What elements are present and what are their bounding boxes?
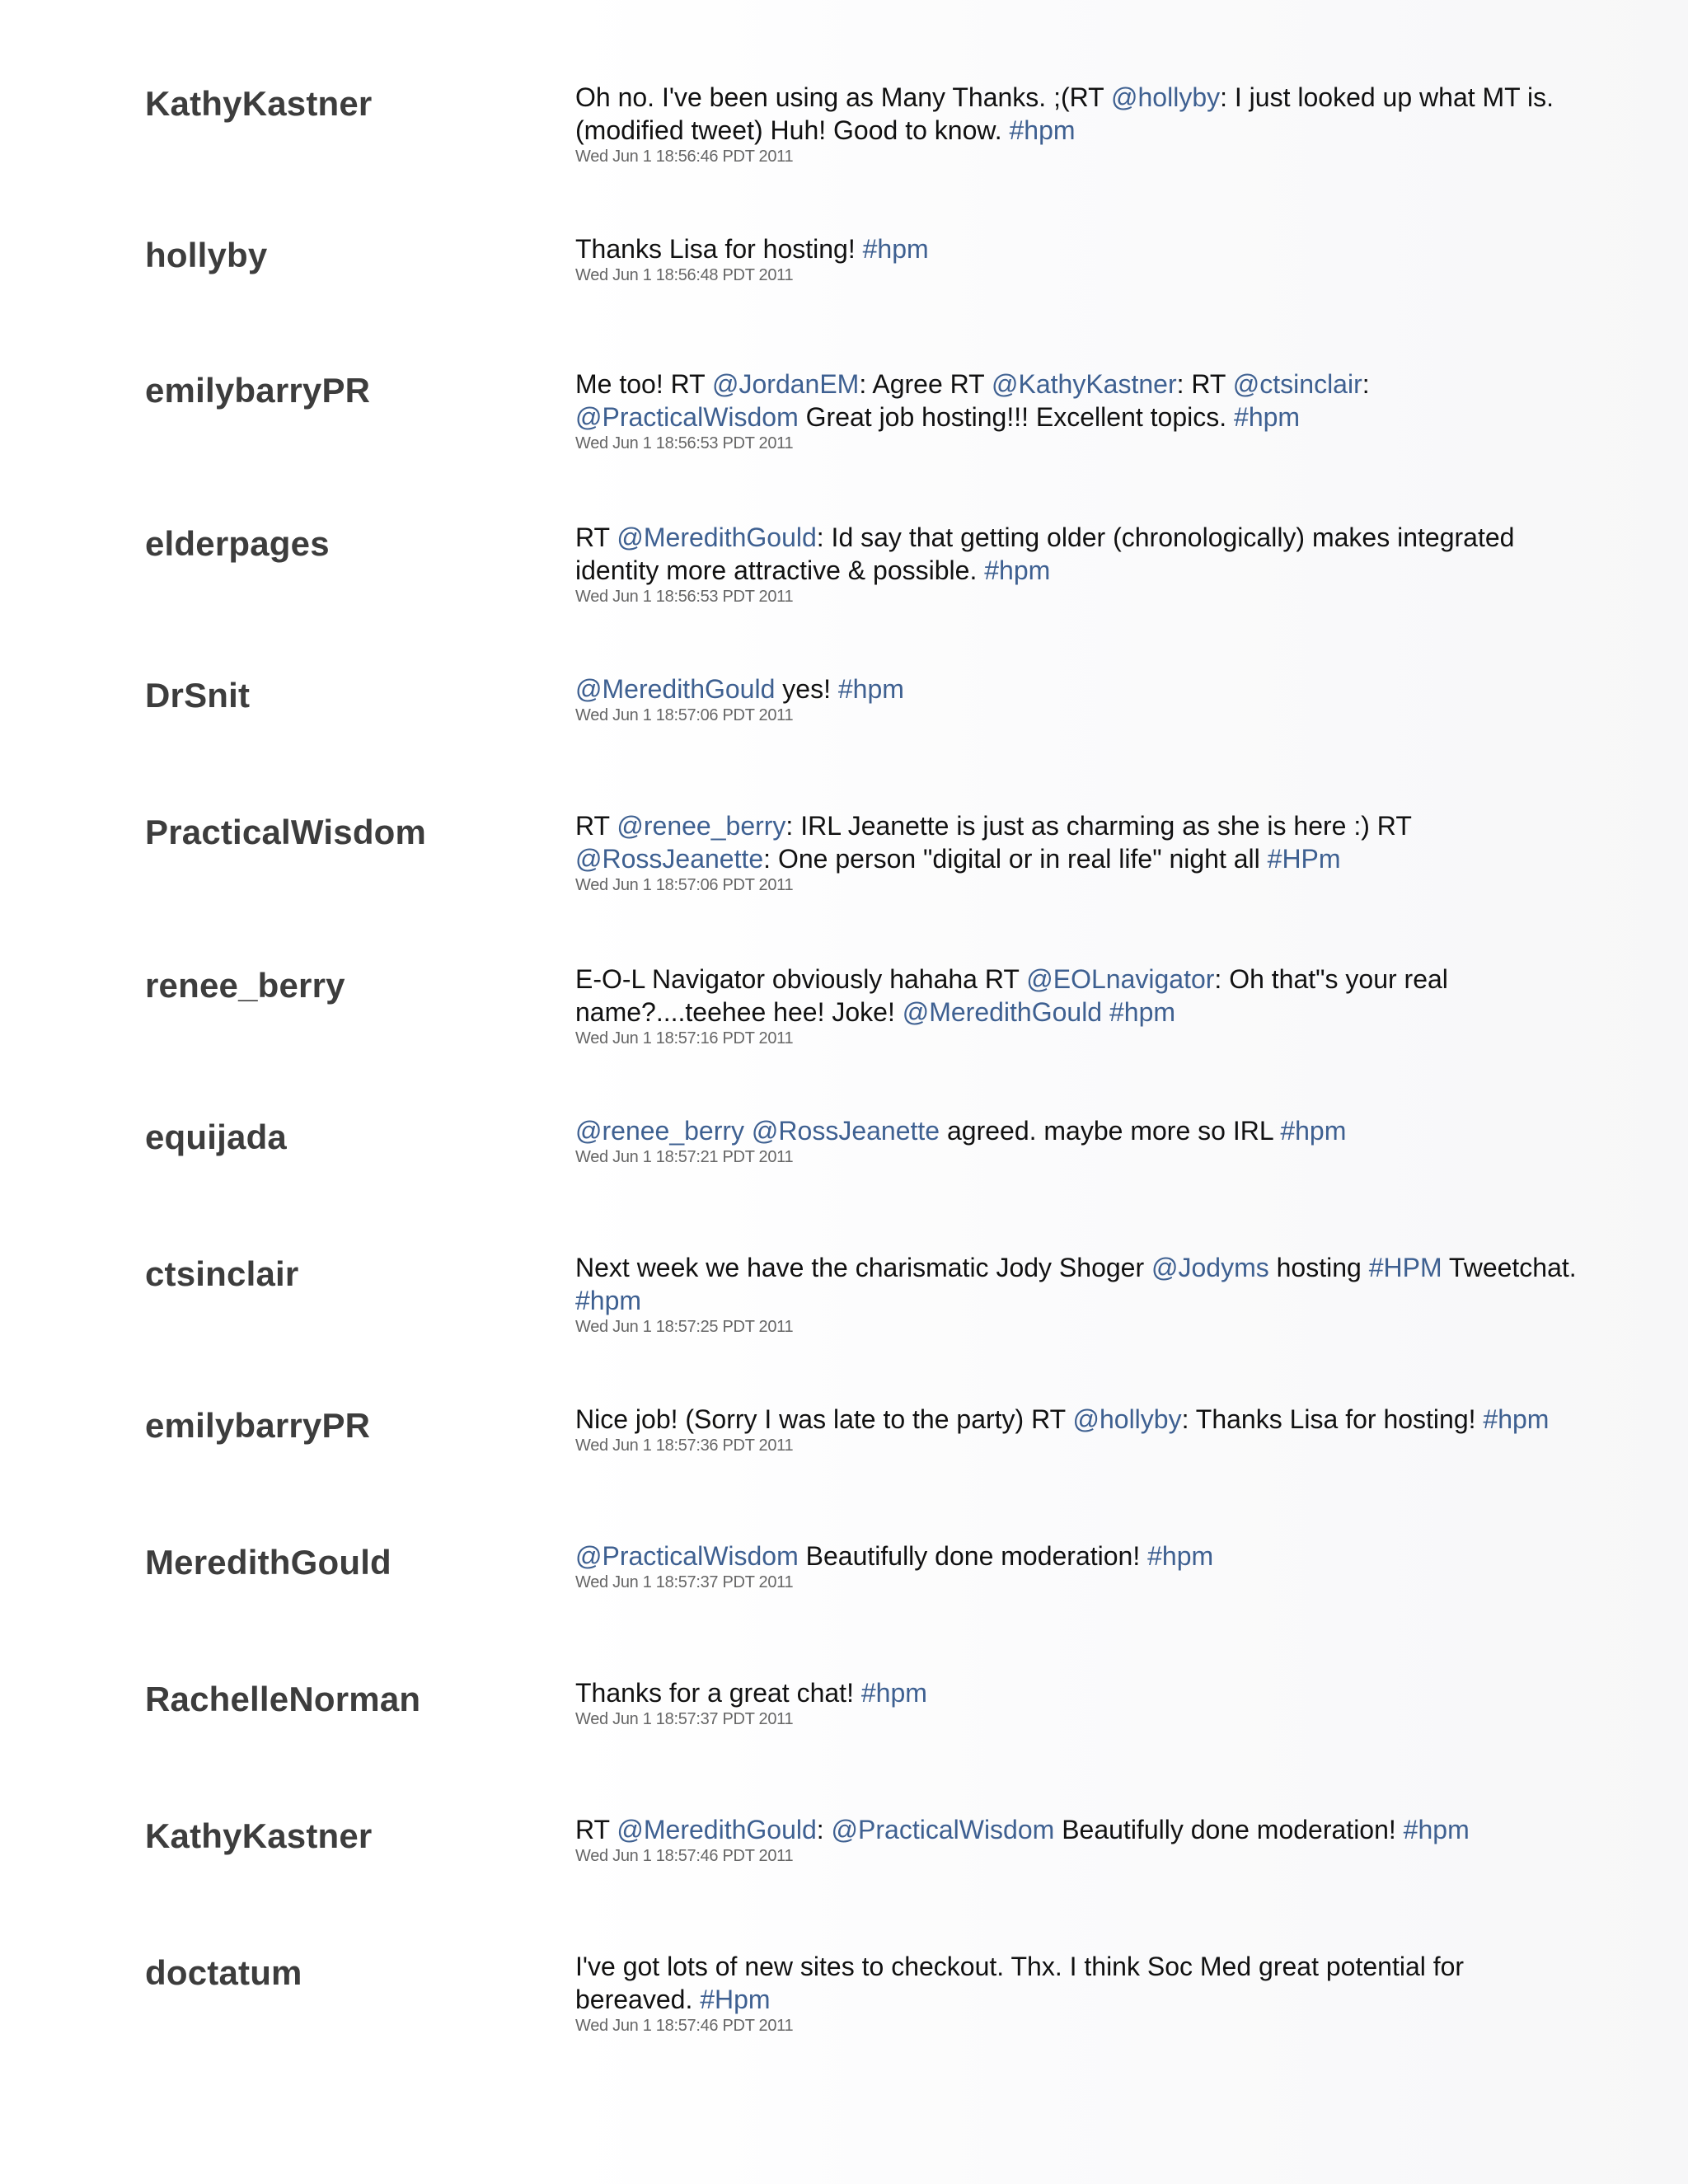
mention-link[interactable]: @JordanEM bbox=[712, 369, 860, 399]
hashtag-link[interactable]: #hpm bbox=[1234, 402, 1301, 432]
mention-link[interactable]: @KathyKastner bbox=[992, 369, 1177, 399]
tweet-text-segment: RT bbox=[575, 523, 617, 552]
tweet-text-segment bbox=[1102, 997, 1109, 1027]
tweet-username[interactable]: ctsinclair bbox=[145, 1254, 299, 1293]
tweet-text-segment: Tweetchat. bbox=[1442, 1253, 1577, 1282]
tweet-username[interactable]: elderpages bbox=[145, 524, 330, 563]
tweet-text-segment: : bbox=[1362, 369, 1370, 399]
tweet-text bbox=[575, 81, 1585, 147]
tweet-body bbox=[575, 1540, 1585, 1592]
tweet-text bbox=[575, 521, 1585, 587]
tweet-text bbox=[575, 1540, 1585, 1572]
tweet-text bbox=[575, 1251, 1585, 1317]
hashtag-link[interactable]: #hpm bbox=[1109, 997, 1176, 1027]
tweet-body bbox=[575, 521, 1585, 607]
tweet-timestamp: Wed Jun 1 18:56:46 PDT 2011 bbox=[575, 148, 794, 166]
tweet-text-segment: Beautifully done moderation! bbox=[1054, 1815, 1404, 1844]
tweet-body bbox=[575, 1403, 1585, 1455]
tweet-username[interactable]: equijada bbox=[145, 1118, 287, 1156]
tweet-text-segment: RT bbox=[575, 811, 617, 841]
hashtag-link[interactable]: #hpm bbox=[575, 1286, 642, 1315]
tweet-body bbox=[575, 81, 1585, 166]
tweet-text-segment: RT bbox=[575, 1815, 617, 1844]
mention-link[interactable]: @MeredithGould bbox=[902, 997, 1103, 1027]
tweet-text bbox=[575, 1114, 1585, 1147]
tweet-text-segment: hosting bbox=[1268, 1253, 1369, 1282]
tweet-text-segment: yes! bbox=[775, 674, 838, 704]
tweet-text bbox=[575, 232, 1585, 265]
tweet-timestamp: Wed Jun 1 18:57:37 PDT 2011 bbox=[575, 1710, 794, 1728]
hashtag-link[interactable]: #hpm bbox=[1009, 115, 1076, 145]
tweet-username[interactable]: DrSnit bbox=[145, 676, 251, 715]
tweet-text-segment: Great job hosting!!! Excellent topics. bbox=[798, 402, 1235, 432]
tweet-text bbox=[575, 1950, 1585, 2016]
tweet-text-segment bbox=[744, 1116, 752, 1146]
tweet-timestamp: Wed Jun 1 18:57:21 PDT 2011 bbox=[575, 1148, 794, 1166]
mention-link[interactable]: @renee_berry bbox=[617, 811, 786, 841]
tweet-text-segment: : Agree RT bbox=[859, 369, 992, 399]
mention-link[interactable]: @renee_berry bbox=[575, 1116, 745, 1146]
tweet-text-segment: : IRL Jeanette is just as charming as she is here :) RT bbox=[785, 811, 1412, 841]
tweet-text-segment: E-O-L Navigator obviously hahaha RT bbox=[575, 964, 1027, 994]
hashtag-link[interactable]: #Hpm bbox=[700, 1985, 771, 2014]
tweet-text-segment: Thanks for a great chat! bbox=[575, 1678, 861, 1708]
tweet-body bbox=[575, 368, 1585, 453]
tweet-text-segment: : I just looked up what MT is. (modified tweet) Huh! Good to know. bbox=[575, 82, 1554, 145]
tweet-username[interactable]: PracticalWisdom bbox=[145, 813, 427, 851]
tweet-username[interactable]: renee_berry bbox=[145, 966, 345, 1005]
tweet-text bbox=[575, 1813, 1585, 1846]
tweet-username[interactable]: emilybarryPR bbox=[145, 1406, 371, 1445]
tweet-text bbox=[575, 368, 1585, 434]
tweet-timestamp: Wed Jun 1 18:57:25 PDT 2011 bbox=[575, 1318, 794, 1336]
hashtag-link[interactable]: #hpm bbox=[862, 234, 929, 264]
tweet-body bbox=[575, 1950, 1585, 2036]
tweet-username[interactable]: KathyKastner bbox=[145, 84, 373, 123]
tweet-text bbox=[575, 809, 1585, 875]
mention-link[interactable]: @PracticalWisdom bbox=[575, 402, 799, 432]
tweet-username[interactable]: emilybarryPR bbox=[145, 371, 371, 410]
tweet-body bbox=[575, 1676, 1585, 1729]
tweet-timestamp: Wed Jun 1 18:57:06 PDT 2011 bbox=[575, 876, 794, 894]
hashtag-link[interactable]: #hpm bbox=[1403, 1815, 1470, 1844]
tweet-text-segment: : Id say that getting older (chronologically) makes integrated identity more attractive & possible. bbox=[575, 523, 1515, 585]
tweet-text-segment: I've got lots of new sites to checkout. Thx. I think Soc Med great potential for bereaved. bbox=[575, 1952, 1465, 2014]
tweet-username[interactable]: MeredithGould bbox=[145, 1543, 392, 1582]
hashtag-link[interactable]: #hpm bbox=[1280, 1116, 1347, 1146]
tweet-body bbox=[575, 1813, 1585, 1866]
tweet-body bbox=[575, 1251, 1585, 1337]
tweet-username[interactable]: hollyby bbox=[145, 236, 268, 274]
tweet-text-segment: Oh no. I've been using as Many Thanks. ;(RT bbox=[575, 82, 1112, 112]
tweet-text bbox=[575, 1676, 1585, 1709]
tweet-timestamp: Wed Jun 1 18:57:36 PDT 2011 bbox=[575, 1436, 794, 1455]
tweet-body bbox=[575, 963, 1585, 1048]
tweet-text-segment: : RT bbox=[1176, 369, 1233, 399]
tweet-timestamp: Wed Jun 1 18:57:37 PDT 2011 bbox=[575, 1573, 794, 1591]
tweet-timestamp: Wed Jun 1 18:57:06 PDT 2011 bbox=[575, 706, 794, 724]
mention-link[interactable]: @PracticalWisdom bbox=[575, 1541, 799, 1571]
tweet-timestamp: Wed Jun 1 18:56:53 PDT 2011 bbox=[575, 588, 794, 606]
mention-link[interactable]: @MeredithGould bbox=[617, 523, 817, 552]
mention-link[interactable]: @PracticalWisdom bbox=[831, 1815, 1055, 1844]
tweet-text bbox=[575, 673, 1585, 705]
tweet-timestamp: Wed Jun 1 18:57:46 PDT 2011 bbox=[575, 1847, 794, 1865]
mention-link[interactable]: @hollyby bbox=[1111, 82, 1221, 112]
tweet-username[interactable]: doctatum bbox=[145, 1953, 302, 1992]
mention-link[interactable]: @hollyby bbox=[1072, 1404, 1182, 1434]
tweet-body bbox=[575, 809, 1585, 895]
tweet-text-segment: : Oh that"s your real name?....teehee hee! Joke! bbox=[575, 964, 1448, 1027]
tweet-timestamp: Wed Jun 1 18:57:46 PDT 2011 bbox=[575, 2017, 794, 2035]
tweet-text-segment: : bbox=[816, 1815, 832, 1844]
mention-link[interactable]: @MeredithGould bbox=[575, 674, 776, 704]
tweet-text-segment: : One person "digital or in real life" night all bbox=[763, 844, 1268, 874]
tweet-text-segment: Next week we have the charismatic Jody Shoger bbox=[575, 1253, 1151, 1282]
tweet-body bbox=[575, 1114, 1585, 1167]
tweet-text-segment: Me too! RT bbox=[575, 369, 712, 399]
tweet-username[interactable]: KathyKastner bbox=[145, 1816, 373, 1855]
tweet-text-segment: : Thanks Lisa for hosting! bbox=[1181, 1404, 1484, 1434]
mention-link[interactable]: @MeredithGould bbox=[617, 1815, 817, 1844]
mention-link[interactable]: @EOLnavigator bbox=[1026, 964, 1215, 994]
tweet-timestamp: Wed Jun 1 18:56:53 PDT 2011 bbox=[575, 434, 794, 452]
hashtag-link[interactable]: #HPm bbox=[1267, 844, 1341, 874]
hashtag-link[interactable]: #hpm bbox=[984, 555, 1051, 585]
tweet-timestamp: Wed Jun 1 18:57:16 PDT 2011 bbox=[575, 1029, 794, 1047]
tweet-text bbox=[575, 963, 1585, 1029]
tweet-text bbox=[575, 1403, 1585, 1436]
tweet-timestamp: Wed Jun 1 18:56:48 PDT 2011 bbox=[575, 266, 794, 284]
hashtag-link[interactable]: #HPM bbox=[1368, 1253, 1442, 1282]
hashtag-link[interactable]: #hpm bbox=[860, 1678, 927, 1708]
tweet-text-segment: Thanks Lisa for hosting! bbox=[575, 234, 863, 264]
mention-link[interactable]: @Jodyms bbox=[1151, 1253, 1269, 1282]
tweet-text-segment: Nice job! (Sorry I was late to the party) RT bbox=[575, 1404, 1073, 1434]
tweet-body bbox=[575, 232, 1585, 285]
tweet-text-segment: Beautifully done moderation! bbox=[798, 1541, 1148, 1571]
tweet-body bbox=[575, 673, 1585, 725]
hashtag-link[interactable]: #hpm bbox=[1483, 1404, 1550, 1434]
mention-link[interactable]: @ctsinclair bbox=[1232, 369, 1362, 399]
hashtag-link[interactable]: #hpm bbox=[837, 674, 904, 704]
mention-link[interactable]: @RossJeanette bbox=[575, 844, 764, 874]
mention-link[interactable]: @RossJeanette bbox=[751, 1116, 940, 1146]
tweet-text-segment: agreed. maybe more so IRL bbox=[940, 1116, 1281, 1146]
tweet-username[interactable]: RachelleNorman bbox=[145, 1680, 421, 1718]
hashtag-link[interactable]: #hpm bbox=[1147, 1541, 1214, 1571]
